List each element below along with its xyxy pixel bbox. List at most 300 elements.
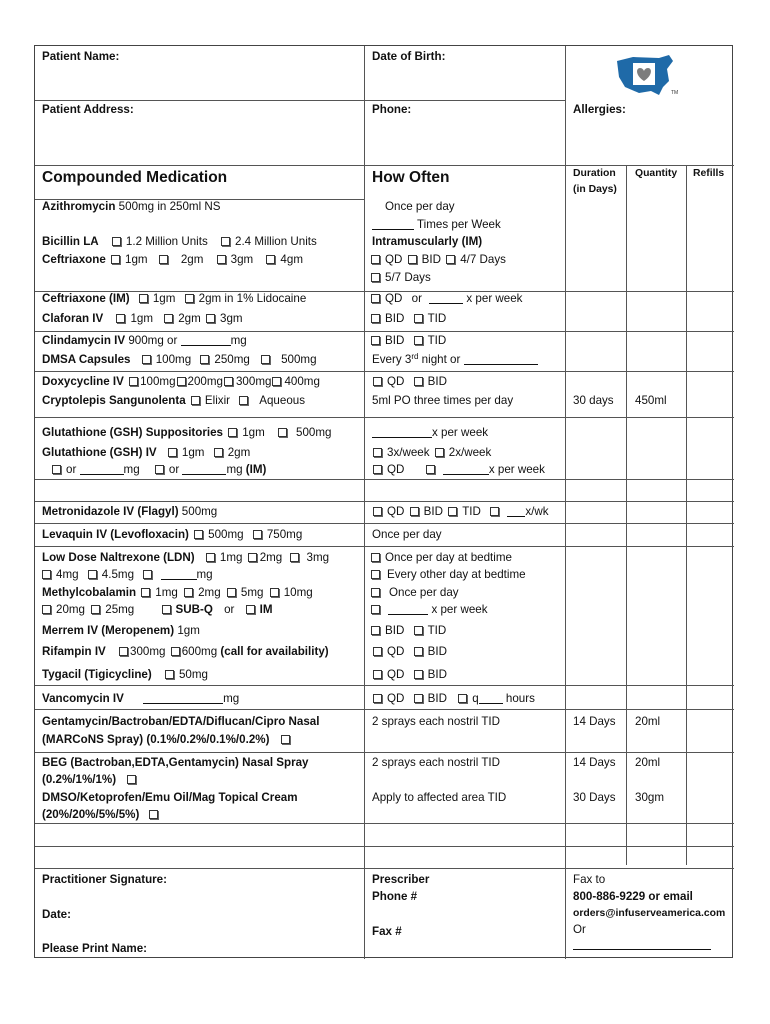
checkbox[interactable] [371, 626, 380, 635]
option-label: 3gm [230, 253, 254, 266]
option-label: Once per day at bedtime [385, 551, 512, 564]
methyl-freq-row1 [369, 586, 459, 600]
med-dmsa [42, 353, 317, 367]
azithro-freq-week [372, 218, 501, 232]
option-label: BID [385, 312, 405, 325]
checkbox[interactable] [446, 255, 455, 264]
option-label: mg [123, 463, 140, 476]
option-label: 10mg [283, 586, 313, 599]
med-dmso-cream: DMSO/Ketoprofen/Emu Oil/Mag Topical Cream [42, 791, 298, 804]
option-label: 50mg [178, 668, 208, 681]
blank-line[interactable] [372, 219, 414, 230]
genta-quantity: 20ml [635, 715, 661, 728]
checkbox[interactable] [177, 377, 186, 386]
grid-line [686, 165, 687, 865]
checkbox[interactable] [373, 670, 382, 679]
option-label: BID [427, 692, 447, 705]
option-label: 400mg [284, 375, 320, 388]
med-beg-spray: BEG (Bactroban,EDTA,Gentamycin) Nasal Spray [42, 756, 309, 769]
med-name: Ceftriaxone (IM) [42, 292, 130, 305]
checkbox[interactable] [371, 255, 380, 264]
option-label: 2gm [227, 446, 251, 459]
blank-line[interactable] [464, 354, 538, 365]
or-label: Or [573, 923, 586, 936]
option-label: 4gm [280, 253, 303, 266]
option-label: 500mg [281, 353, 317, 366]
checkbox[interactable] [42, 570, 51, 579]
blank-line[interactable] [429, 293, 463, 304]
checkbox[interactable] [266, 255, 275, 264]
checkbox[interactable] [371, 588, 380, 597]
option-label: Every 3 [372, 353, 412, 366]
checkbox[interactable] [371, 336, 380, 345]
grid-line [35, 685, 734, 686]
checkbox[interactable] [253, 530, 262, 539]
grid-line [35, 100, 565, 101]
med-name: Levaquin IV (Levofloxacin) [42, 528, 189, 541]
allergies-label: Allergies: [573, 103, 626, 116]
ceftri-freq-row1 [369, 253, 506, 267]
option-label: 3x/week [387, 446, 430, 459]
checkbox[interactable] [112, 237, 121, 246]
option-label: or [66, 463, 77, 476]
med-dose: 1gm [177, 624, 200, 637]
med-clindamycin [42, 334, 247, 348]
option-label: BID [427, 375, 447, 388]
med-merrem [42, 624, 200, 638]
med-rifampin [42, 645, 329, 659]
genta-freq: 2 sprays each nostril TID [372, 715, 501, 728]
prescriber-label: Prescriber [372, 873, 430, 886]
checkbox[interactable] [414, 336, 423, 345]
med-levaquin [42, 528, 302, 542]
dmsa-freq [372, 353, 538, 367]
checkbox[interactable] [281, 735, 290, 744]
option-label: 3mg [306, 551, 330, 564]
grid-line [35, 501, 734, 502]
med-name: Low Dose Naltrexone (LDN) [42, 551, 195, 564]
claforan-freq [369, 312, 446, 326]
checkbox[interactable] [414, 694, 423, 703]
checkbox[interactable] [410, 507, 419, 516]
option-label: 500mg [208, 528, 244, 541]
checkbox[interactable] [52, 465, 61, 474]
option-label: IM [259, 603, 273, 616]
checkbox[interactable] [206, 314, 215, 323]
blank-line[interactable] [80, 464, 124, 475]
checkbox[interactable] [139, 294, 148, 303]
blank-line[interactable] [479, 693, 503, 704]
dmso-cream-line2 [42, 808, 163, 822]
checkbox[interactable] [91, 605, 100, 614]
med-methylcobalamin [42, 586, 313, 600]
blank-line[interactable] [388, 604, 428, 615]
vanco-freq [369, 692, 535, 706]
checkbox[interactable] [214, 448, 223, 457]
checkbox[interactable] [278, 428, 287, 437]
option-label: q [472, 692, 479, 705]
option-label: mg [196, 568, 213, 581]
crypto-quantity: 450ml [635, 394, 667, 407]
checkbox[interactable] [373, 507, 382, 516]
option-label: 100mg [140, 375, 176, 388]
col-duration-unit: (in Days) [573, 184, 617, 195]
checkbox[interactable] [373, 694, 382, 703]
beg-duration: 14 Days [573, 756, 616, 769]
gentamycin-nasal-line2 [42, 733, 295, 747]
option-label: 1mg [219, 551, 243, 564]
option-label: x/wk [525, 505, 549, 518]
checkbox[interactable] [127, 775, 136, 784]
checkbox[interactable] [42, 605, 51, 614]
methyl-freq-row2 [369, 603, 488, 617]
option-label: hours [505, 692, 535, 705]
med-name: Tygacil (Tigicycline) [42, 668, 152, 681]
checkbox[interactable] [116, 314, 125, 323]
blank-line[interactable] [181, 335, 231, 346]
dmso-quantity: 30gm [635, 791, 665, 804]
option-label: 3gm [220, 312, 243, 325]
checkbox[interactable] [141, 588, 150, 597]
checkbox[interactable] [171, 647, 180, 656]
med-name: Merrem IV (Meropenem) [42, 624, 175, 637]
checkbox[interactable] [184, 588, 193, 597]
option-label: BID [385, 334, 405, 347]
checkbox[interactable] [414, 647, 423, 656]
checkbox[interactable] [246, 605, 255, 614]
dob-label: Date of Birth: [372, 50, 446, 63]
option-label: 200mg [187, 375, 223, 388]
checkbox[interactable] [408, 255, 417, 264]
prescriber-phone-label: Phone # [372, 890, 418, 903]
option-label: 25mg [105, 603, 135, 616]
beg-quantity: 20ml [635, 756, 661, 769]
option-label: BID [421, 253, 441, 266]
grid-line [35, 752, 734, 753]
phone-label: Phone: [372, 103, 412, 116]
med-name: Glutathione (GSH) Suppositories [42, 426, 223, 439]
blank-line[interactable] [507, 506, 525, 517]
med-tygacil [42, 668, 208, 682]
option-label: QD [387, 463, 405, 476]
option-label: x per week [466, 292, 523, 305]
checkbox[interactable] [227, 588, 236, 597]
checkbox[interactable] [162, 605, 171, 614]
checkbox[interactable] [414, 626, 423, 635]
option-label: SUB-Q [175, 603, 213, 616]
option-label: 4/7 Days [460, 253, 506, 266]
ldn-freq-row1 [369, 551, 512, 565]
option-label: Elixir [204, 394, 231, 407]
checkbox[interactable] [373, 465, 382, 474]
med-ceftriaxone-im [42, 292, 306, 306]
col-medication: Compounded Medication [42, 169, 228, 186]
dmso-freq: Apply to affected area TID [372, 791, 507, 804]
med-gentamycin-nasal: Gentamycin/Bactroban/EDTA/Diflucan/Cipro Nasal [42, 715, 320, 728]
grid-line [35, 546, 734, 547]
checkbox[interactable] [149, 810, 158, 819]
print-name-label: Please Print Name: [42, 942, 148, 955]
fax-label: Fax # [372, 925, 402, 938]
grid-line [35, 479, 734, 480]
option-label: Once per day [389, 586, 459, 599]
checkbox[interactable] [373, 448, 382, 457]
med-doxycycline [42, 375, 320, 389]
option-label: 250mg [214, 353, 250, 366]
option-label: mg [223, 692, 240, 705]
blank-line[interactable] [161, 569, 197, 580]
option-label: QD [387, 375, 405, 388]
checkbox[interactable] [143, 570, 152, 579]
checkbox[interactable] [414, 377, 423, 386]
med-name: Doxycycline IV [42, 375, 124, 388]
med-claforan [42, 312, 243, 326]
grid-line [626, 165, 627, 865]
checkbox[interactable] [200, 355, 209, 364]
route-label: (IM) [245, 463, 267, 476]
merrem-freq [369, 624, 446, 638]
checkbox[interactable] [270, 588, 279, 597]
checkbox[interactable] [119, 647, 128, 656]
checkbox[interactable] [371, 553, 380, 562]
option-label: 1gm [130, 312, 153, 325]
med-dose: 500mg in 250ml NS [118, 200, 221, 213]
option-label: 2mg [259, 551, 283, 564]
med-name: Methylcobalamin [42, 586, 137, 599]
option-label: 2gm in 1% Lidocaine [198, 292, 307, 305]
option-label: 1gm [152, 292, 176, 305]
checkbox[interactable] [426, 465, 435, 474]
beg-freq: 2 sprays each nostril TID [372, 756, 501, 769]
option-label: 1mg [155, 586, 178, 599]
checkbox[interactable] [224, 377, 233, 386]
bicillin-route: Intramuscularly (IM) [372, 235, 483, 248]
checkbox[interactable] [88, 570, 97, 579]
option-label: BID [423, 505, 443, 518]
logo-tm: TM [671, 90, 679, 96]
methyl-options-row2 [40, 603, 273, 617]
grid-line [35, 709, 734, 710]
option-label: 20mg [56, 603, 86, 616]
checkbox[interactable] [228, 428, 237, 437]
option-label: or [411, 292, 422, 305]
checkbox[interactable] [165, 670, 174, 679]
patient-address-label: Patient Address: [42, 103, 134, 116]
blank-line[interactable] [182, 464, 226, 475]
checkbox[interactable] [239, 396, 248, 405]
option-label: TID [427, 624, 447, 637]
option-label: 2gm [178, 312, 201, 325]
option-label: QD [385, 253, 403, 266]
crypto-duration: 30 days [573, 394, 614, 407]
med-name: (MARCoNS Spray) (0.1%/0.2%/0.1%/0.2%) [42, 733, 270, 746]
checkbox[interactable] [458, 694, 467, 703]
option-label: or [224, 603, 235, 616]
ldn-freq-row2 [369, 568, 526, 582]
option-label: 1gm [181, 446, 205, 459]
blank-line[interactable] [443, 464, 489, 475]
option-label: 100mg [155, 353, 192, 366]
checkbox[interactable] [185, 294, 194, 303]
med-ceftriaxone [42, 253, 303, 267]
option-label: 5/7 Days [385, 271, 431, 284]
fax-number: 800-886-9229 or email [573, 890, 693, 903]
checkbox[interactable] [414, 670, 423, 679]
checkbox[interactable] [155, 465, 164, 474]
checkbox[interactable] [111, 255, 120, 264]
option-label: QD [387, 692, 405, 705]
option-label: Aqueous [259, 394, 306, 407]
med-name: Glutathione (GSH) IV [42, 446, 157, 459]
checkbox[interactable] [371, 273, 380, 282]
blank-line[interactable] [143, 693, 223, 704]
col-how-often: How Often [372, 169, 450, 186]
option-label: 300mg [235, 375, 272, 388]
grid-line [35, 331, 734, 332]
checkbox[interactable] [159, 255, 168, 264]
checkbox[interactable] [435, 448, 444, 457]
med-name: DMSA Capsules [42, 353, 131, 366]
dmso-duration: 30 Days [573, 791, 616, 804]
med-name: Ceftriaxone [42, 253, 106, 266]
option-label: TID [427, 334, 447, 347]
option-label: mg [226, 463, 243, 476]
option-label: 2.4 Million Units [235, 235, 317, 248]
option-label: QD [387, 668, 405, 681]
clinda-freq [369, 334, 446, 348]
option-label: 1gm [125, 253, 148, 266]
option-label: BID [427, 645, 447, 658]
checkbox[interactable] [221, 237, 230, 246]
option-label: 500mg [296, 426, 332, 439]
prescription-form [34, 45, 733, 958]
checkbox[interactable] [168, 448, 177, 457]
grid-line [35, 165, 734, 166]
ceftri-freq-row2 [369, 271, 431, 285]
option-label: 2gm [180, 253, 204, 266]
option-label: 4.5mg [101, 568, 135, 581]
med-name: Vancomycin IV [42, 692, 124, 705]
med-name: Cryptolepis Sangunolenta [42, 394, 186, 407]
checkbox[interactable] [194, 530, 203, 539]
grid-line [35, 371, 734, 372]
option-label: 4mg [56, 568, 79, 581]
checkbox[interactable] [371, 314, 380, 323]
grid-line [35, 417, 734, 418]
option-label: 300mg [130, 645, 166, 658]
footer-blank-line[interactable] [573, 938, 711, 952]
col-duration: Duration [573, 168, 616, 179]
date-label: Date: [42, 908, 71, 921]
blank-line[interactable] [372, 427, 432, 438]
med-metronidazole [42, 505, 217, 519]
gsh-supp-freq [372, 426, 488, 440]
checkbox[interactable] [290, 553, 299, 562]
checkbox[interactable] [217, 255, 226, 264]
med-name: Clindamycin IV [42, 334, 126, 347]
med-gsh-suppositories [42, 426, 331, 440]
checkbox[interactable] [414, 314, 423, 323]
med-name: Bicillin LA [42, 235, 99, 248]
checkbox[interactable] [371, 294, 380, 303]
checkbox[interactable] [142, 355, 151, 364]
med-name: Metronidazole IV (Flagyl) [42, 505, 179, 518]
med-bicillin [42, 235, 317, 249]
checkbox[interactable] [191, 396, 200, 405]
checkbox[interactable] [373, 647, 382, 656]
option-label: 1gm [242, 426, 265, 439]
option-label: mg [230, 334, 247, 347]
option-label: QD [387, 505, 405, 518]
checkbox[interactable] [164, 314, 173, 323]
option-label: x per week [432, 426, 489, 439]
gsh-iv-freq-row2 [369, 463, 545, 477]
freq-label: Times per Week [417, 218, 501, 231]
checkbox[interactable] [248, 553, 257, 562]
availability-note: (call for availability) [220, 645, 329, 658]
ldn-options-row2 [40, 568, 213, 582]
med-name: Claforan IV [42, 312, 104, 325]
checkbox[interactable] [373, 377, 382, 386]
order-email: orders@infuserveamerica.com [573, 908, 726, 919]
checkbox[interactable] [261, 355, 270, 364]
option-label: 600mg [181, 645, 218, 658]
checkbox[interactable] [371, 605, 380, 614]
checkbox[interactable] [129, 377, 138, 386]
med-dose: 500mg [181, 505, 218, 518]
grid-line [35, 823, 734, 824]
med-name: Rifampin IV [42, 645, 106, 658]
col-quantity: Quantity [635, 168, 678, 179]
option-label: 2x/week [448, 446, 492, 459]
infuserve-america-logo [611, 51, 681, 101]
option-label: TID [427, 312, 447, 325]
fax-to-label: Fax to [573, 873, 606, 886]
option-label: QD [387, 645, 405, 658]
med-vancomycin [42, 692, 239, 706]
checkbox[interactable] [206, 553, 215, 562]
blank-line[interactable] [573, 939, 711, 950]
metro-freq [369, 505, 549, 519]
checkbox[interactable] [490, 507, 499, 516]
option-label: BID [427, 668, 447, 681]
gsh-iv-custom [50, 463, 266, 477]
option-label: x per week [488, 463, 545, 476]
option-label: or [168, 463, 180, 476]
checkbox[interactable] [272, 377, 281, 386]
med-name: (20%/20%/5%/5%) [42, 808, 140, 821]
ceftriim-freq [369, 292, 522, 306]
grid-line [35, 523, 734, 524]
option-label: BID [385, 624, 405, 637]
option-label: 750mg [266, 528, 303, 541]
genta-duration: 14 Days [573, 715, 616, 728]
beg-spray-line2 [42, 773, 141, 787]
doxy-freq [369, 375, 447, 389]
option-label: 900mg or [128, 334, 178, 347]
checkbox[interactable] [371, 570, 380, 579]
option-label: 5mg [240, 586, 264, 599]
rifampin-freq [369, 645, 447, 659]
option-label: TID [462, 505, 481, 518]
practitioner-signature-label: Practitioner Signature: [42, 873, 167, 886]
med-name: Azithromycin [42, 200, 116, 213]
option-label: 1.2 Million Units [125, 235, 208, 248]
grid-line [35, 868, 734, 869]
option-label: Every other day at bedtime [387, 568, 526, 581]
option-label: night or [421, 353, 461, 366]
checkbox[interactable] [448, 507, 457, 516]
